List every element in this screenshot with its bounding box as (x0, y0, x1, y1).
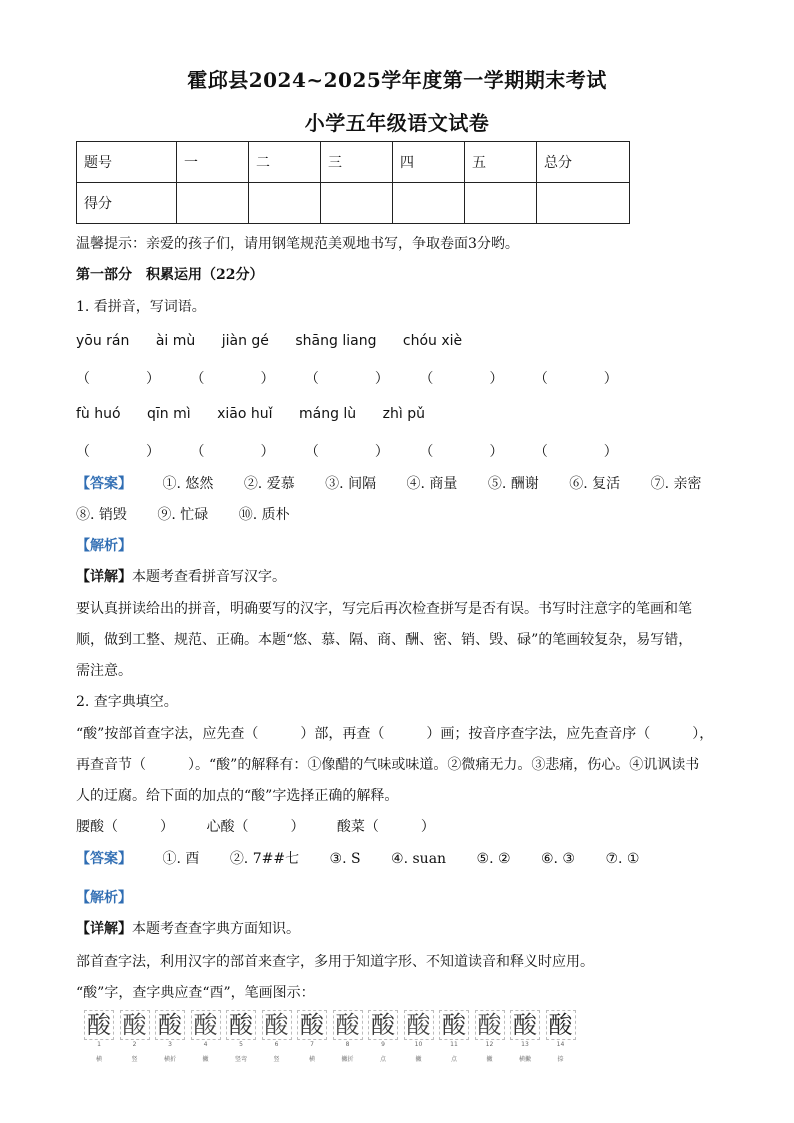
pinyin-item: ài mù (155, 333, 196, 349)
answer-line (76, 504, 316, 524)
stroke-char: 酸 (475, 1010, 505, 1040)
question-text: 再查音节（ ）。“酸”的解释有：①像醋的气味或味道。②微痛无力。③悲痛，伤心。④讥讽读书 (76, 757, 700, 773)
stroke-step (404, 1010, 434, 1064)
score-cell (393, 183, 465, 224)
score-cell (465, 183, 537, 224)
stroke-name: 竖 (273, 1056, 280, 1063)
answer-item: ③. 间隔 (325, 476, 377, 492)
score-cell: 总分 (537, 142, 630, 183)
detail-line (76, 918, 300, 938)
score-cell (537, 183, 630, 224)
stroke-step-number: 12 (485, 1041, 494, 1048)
score-table (76, 141, 630, 224)
pinyin-item: jiàn gé (221, 333, 269, 349)
explanation-text: “酸”字，查字典应查“酉”，笔画图示： (76, 985, 315, 1001)
stroke-step (368, 1010, 398, 1064)
stroke-step (226, 1010, 256, 1064)
stroke-step-number: 5 (239, 1041, 243, 1048)
stroke-char: 酸 (404, 1010, 434, 1040)
detail-text: 本题考查看拼音写汉字。 (132, 569, 286, 585)
stroke-name: 竖 (131, 1056, 138, 1063)
answer-blank-row (76, 441, 644, 461)
explanation-text: 要认真拼读给出的拼音，明确要写的汉字，写完后再次检查拼写是否有误。书写时注意字的笔画和笔 (76, 601, 692, 617)
answer-blank[interactable]: （ ） (419, 371, 504, 387)
fill-blank[interactable]: 心酸（ ） (206, 819, 305, 835)
score-cell: 得分 (77, 183, 177, 224)
fill-blank-row (76, 816, 463, 836)
question-text: 人的迂腐。给下面的加点的“酸”字选择正确的解释。 (76, 788, 399, 804)
pinyin-item: fù huó (76, 406, 121, 422)
pinyin-item: qīn mì (147, 406, 191, 422)
stroke-step (120, 1010, 150, 1064)
stroke-step-number: 2 (132, 1041, 137, 1048)
answer-blank-row (76, 368, 644, 388)
stroke-char: 酸 (84, 1010, 114, 1040)
stroke-step-number: 8 (345, 1041, 350, 1048)
pinyin-row (76, 333, 484, 349)
stroke-step-number: 9 (381, 1041, 385, 1048)
tip-text: 温馨提示：亲爱的孩子们，请用钢笔规范美观地书写，争取卷面3分哟。 (76, 236, 519, 252)
stroke-char: 酸 (546, 1010, 576, 1040)
stroke-char: 酸 (226, 1010, 256, 1040)
stroke-step-number: 6 (274, 1041, 279, 1048)
score-cell (321, 183, 393, 224)
pinyin-item: máng lù (298, 406, 357, 422)
stroke-step (510, 1010, 540, 1064)
explanation-text: 部首查字法，利用汉字的部首来查字，多用于知道字形、不知道读音和释义时应用。 (76, 954, 594, 970)
stroke-step-number: 7 (310, 1041, 314, 1048)
question-text: “酸”按部首查字法，应先查（ ）部，再查（ ）画；按音序查字法，应先查音序（ ）， (76, 726, 714, 742)
stroke-name: 点 (379, 1056, 386, 1063)
stroke-step-number: 4 (203, 1041, 208, 1048)
detail-tag: 【详解】 (76, 921, 132, 937)
answer-blank[interactable]: （ ） (190, 371, 275, 387)
stroke-step (155, 1010, 185, 1064)
answer-item: ②. 7##七 (229, 851, 300, 867)
score-cell: 四 (393, 142, 465, 183)
stroke-step-number: 1 (97, 1041, 101, 1048)
stroke-step-number: 3 (168, 1041, 172, 1048)
answer-item: ③. S (329, 851, 361, 867)
stroke-char: 酸 (120, 1010, 150, 1040)
score-cell: 三 (321, 142, 393, 183)
pinyin-item: xiāo huǐ (217, 406, 273, 422)
answer-blank[interactable]: （ ） (533, 371, 618, 387)
stroke-char: 酸 (439, 1010, 469, 1040)
answer-item: ⑩. 质朴 (238, 507, 290, 523)
stroke-step-number: 11 (450, 1041, 458, 1048)
answer-blank[interactable]: （ ） (76, 444, 160, 460)
stroke-char: 酸 (333, 1010, 363, 1040)
stroke-char: 酸 (368, 1010, 398, 1040)
answer-blank[interactable]: （ ） (304, 371, 389, 387)
analysis-tag: 【解析】 (76, 890, 132, 906)
pinyin-row (76, 406, 447, 422)
score-cell: 二 (249, 142, 321, 183)
score-cell: 一 (177, 142, 249, 183)
stroke-char: 酸 (262, 1010, 292, 1040)
answer-item: ①. 悠然 (162, 476, 214, 492)
stroke-name: 撇折 (341, 1056, 354, 1063)
part-heading: 第一部分 积累运用（22分） (76, 267, 264, 283)
answer-tag: 【答案】 (76, 851, 132, 867)
stroke-step (475, 1010, 505, 1064)
stroke-step (439, 1010, 469, 1064)
answer-item: ⑦. 亲密 (650, 476, 702, 492)
stroke-name: 横 (95, 1056, 102, 1063)
score-table-header-row (77, 142, 630, 183)
detail-tag: 【详解】 (76, 569, 132, 585)
pinyin-item: chóu xiè (402, 333, 463, 349)
answer-item: ⑧. 销毁 (76, 507, 127, 523)
stroke-name: 点 (450, 1056, 457, 1063)
pinyin-item: yōu rán (76, 333, 130, 349)
fill-blank[interactable]: 酸菜（ ） (336, 819, 435, 835)
detail-line (76, 566, 286, 586)
score-cell (177, 183, 249, 224)
analysis-tag: 【解析】 (76, 538, 132, 554)
pinyin-item: shāng liang (295, 333, 377, 349)
stroke-name: 横折 (163, 1056, 176, 1063)
stroke-name: 撇 (486, 1056, 493, 1063)
fill-blank[interactable]: 腰酸（ ） (76, 819, 174, 835)
stroke-char: 酸 (510, 1010, 540, 1040)
explanation-text: 需注意。 (76, 663, 132, 679)
answer-item: ⑥. ③ (540, 851, 575, 867)
score-cell (249, 183, 321, 224)
exam-subtitle: 小学五年级语文试卷 (304, 111, 490, 135)
pinyin-item: zhì pǔ (382, 406, 425, 422)
stroke-char: 酸 (191, 1010, 221, 1040)
answer-item: ⑦. ① (605, 851, 640, 867)
explanation-text: 顺，做到工整、规范、正确。本题“悠、慕、隔、商、酬、密、销、毁、碌”的笔画较复杂，易写错， (76, 632, 693, 648)
exam-title: 霍邱县2024~2025学年度第一学期期末考试 (187, 68, 607, 92)
answer-item: ⑥. 复活 (569, 476, 621, 492)
answer-item: ⑨. 忙碌 (157, 507, 209, 523)
answer-item: ④. suan (391, 851, 447, 867)
answer-tag: 【答案】 (76, 476, 132, 492)
answer-item: ①. 酉 (162, 851, 200, 867)
stroke-step (546, 1010, 576, 1064)
score-cell: 题号 (77, 142, 177, 183)
answer-blank[interactable]: （ ） (304, 444, 389, 460)
stroke-name: 撇 (415, 1056, 422, 1063)
stroke-char: 酸 (155, 1010, 185, 1040)
answer-blank[interactable]: （ ） (419, 444, 504, 460)
answer-blank[interactable]: （ ） (190, 444, 275, 460)
stroke-name: 横 (308, 1056, 315, 1063)
question-prompt: 2. 查字典填空。 (76, 694, 178, 710)
answer-blank[interactable]: （ ） (533, 444, 618, 460)
answer-blank[interactable]: （ ） (76, 371, 160, 387)
stroke-name: 横撇 (518, 1056, 531, 1063)
answer-line (76, 473, 728, 493)
stroke-step (297, 1010, 327, 1064)
answer-item: ⑤. ② (476, 851, 511, 867)
score-table-score-row (77, 183, 630, 224)
stroke-step (84, 1010, 114, 1064)
answer-line (76, 848, 665, 868)
stroke-step-number: 13 (521, 1041, 529, 1048)
stroke-name: 竖弯 (234, 1056, 247, 1063)
stroke-name: 捺 (557, 1056, 564, 1063)
stroke-char: 酸 (297, 1010, 327, 1040)
stroke-step-number: 10 (414, 1041, 423, 1048)
answer-item: ②. 爱慕 (243, 476, 295, 492)
score-cell: 五 (465, 142, 537, 183)
detail-text: 本题考查查字典方面知识。 (132, 921, 300, 937)
stroke-step-number: 14 (556, 1041, 565, 1048)
stroke-step (262, 1010, 292, 1064)
answer-item: ④. 商量 (406, 476, 458, 492)
stroke-step (333, 1010, 363, 1064)
answer-item: ⑤. 酬谢 (487, 476, 539, 492)
stroke-name: 撇 (202, 1056, 209, 1063)
stroke-step (191, 1010, 221, 1064)
question-prompt: 1. 看拼音，写词语。 (76, 299, 206, 315)
